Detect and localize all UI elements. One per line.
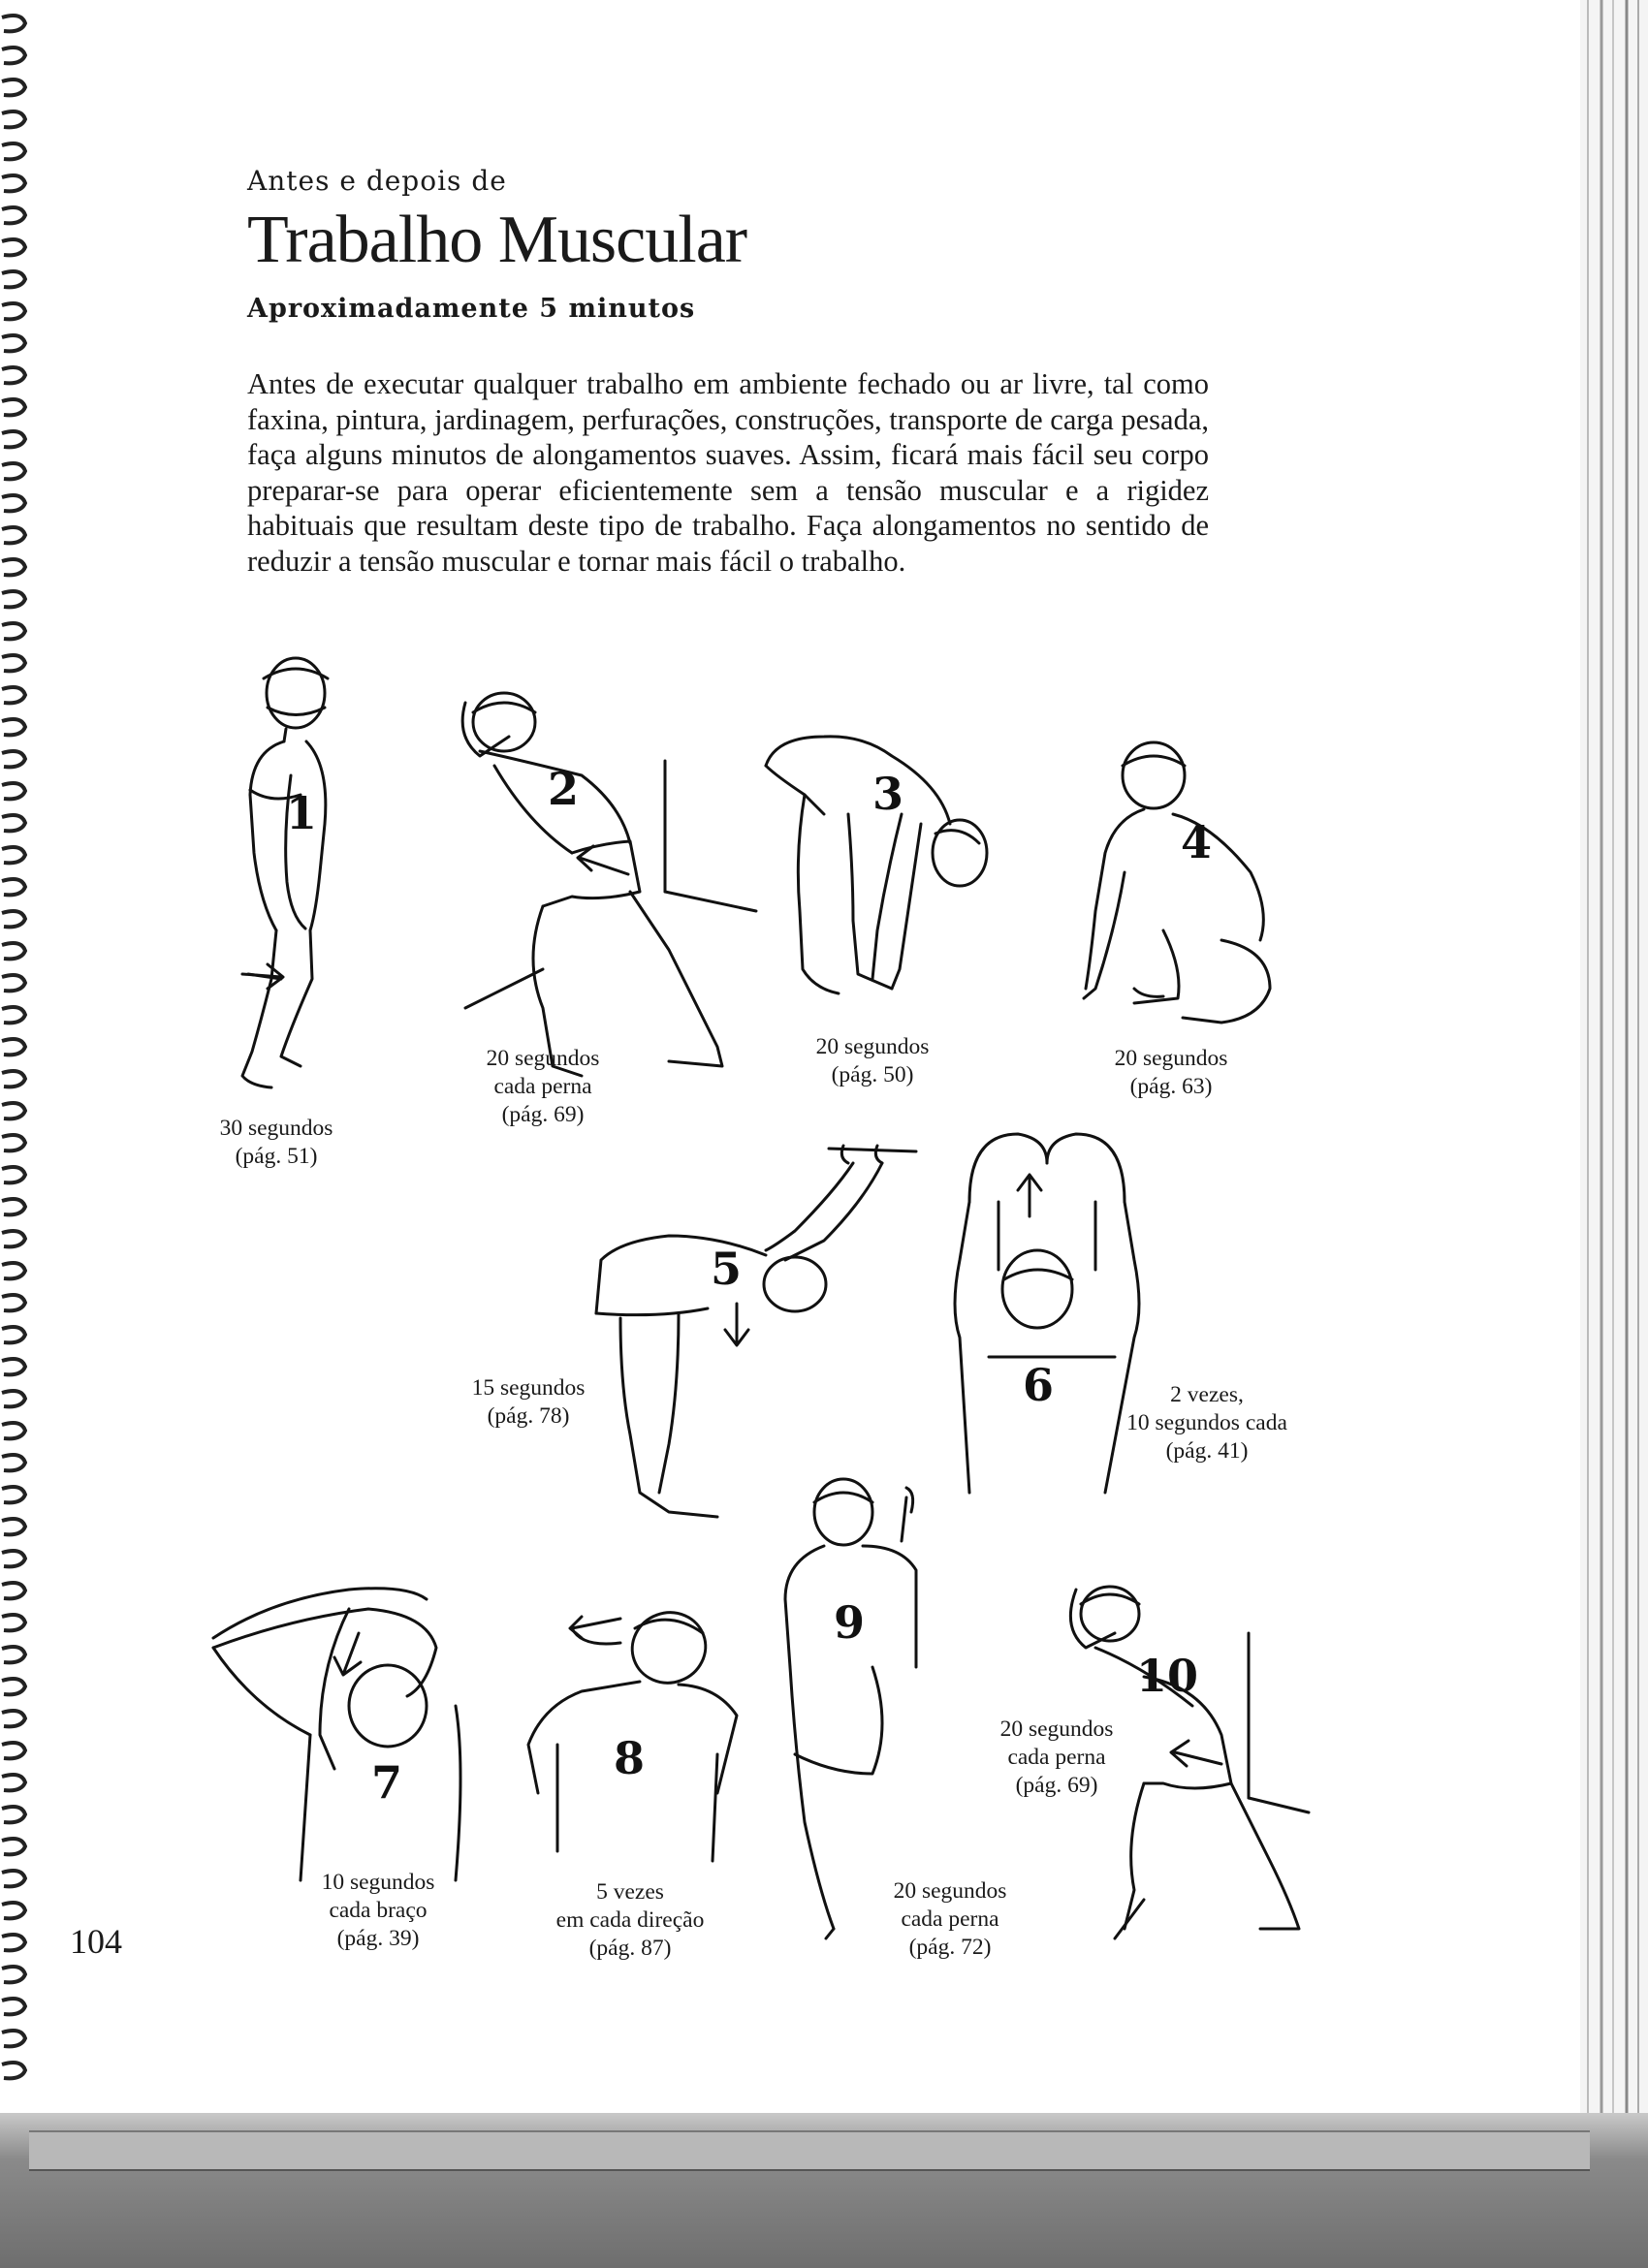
figure-5-drawing [596,1146,916,1517]
arrow-icon [242,964,283,989]
kicker: Antes e depois de [247,165,507,197]
caption-figure-5: 15 segundos (pág. 78) [471,1375,586,1429]
figure-2-drawing [462,693,756,1076]
figure-1-drawing [242,658,328,1087]
page-title: Trabalho Muscular [247,203,747,277]
figure-9-number: 9 [834,1596,866,1649]
caption-figure-2: 20 segundos cada perna (pág. 69) [486,1046,600,1127]
caption-figure-1: 30 segundos (pág. 51) [219,1116,333,1169]
figure-4-drawing [1084,742,1270,1023]
caption-figure-10: 20 segundos cada perna (pág. 69) [999,1717,1114,1798]
figure-10-number: 10 [1136,1650,1199,1702]
intro-paragraph: Antes de executar qualquer trabalho em ambiente fechado ou ar livre, tal como faxina, pintura, jardinagem, perfurações, construções, transporte de carga pesada, faça alguns minutos de alongamentos suaves. Assim, ficará mais fácil seu corpo preparar-se para operar eficientemente sem a tensão muscular e a rigidez habituais que resultam deste tipo de trabalho. Faça alongamentos no sentido de reduzir a tensão muscular e tornar mais fácil o trabalho. [247,367,1209,578]
figure-3-number: 3 [872,768,904,820]
caption-figure-7: 10 segundos cada braço (pág. 39) [321,1870,435,1951]
arrow-icon [1171,1741,1221,1766]
subtitle: Aproximadamente 5 minutos [247,294,696,324]
caption-figure-6: 2 vezes, 10 segundos cada (pág. 41) [1126,1382,1287,1464]
caption-figure-4: 20 segundos (pág. 63) [1114,1046,1228,1099]
figure-2-number: 2 [548,763,580,815]
figure-5-number: 5 [711,1243,743,1295]
figure-7-drawing [213,1589,460,1880]
arrow-icon [570,1617,620,1644]
caption-figure-3: 20 segundos (pág. 50) [815,1034,930,1087]
figure-9-drawing [785,1479,916,1938]
arrow-icon [1018,1175,1041,1216]
figure-1-number: 1 [286,787,318,839]
figure-4-number: 4 [1181,816,1213,868]
page-number: 104 [70,1922,122,1961]
caption-figure-8: 5 vezes em cada direção (pág. 87) [555,1879,705,1961]
caption-figure-9: 20 segundos cada perna (pág. 72) [893,1878,1007,1960]
arrow-icon [578,846,628,874]
arrow-icon [725,1304,748,1345]
figure-7-number: 7 [371,1756,403,1809]
figure-6-number: 6 [1023,1359,1055,1411]
figure-8-number: 8 [614,1732,646,1784]
arrow-icon [334,1633,361,1675]
